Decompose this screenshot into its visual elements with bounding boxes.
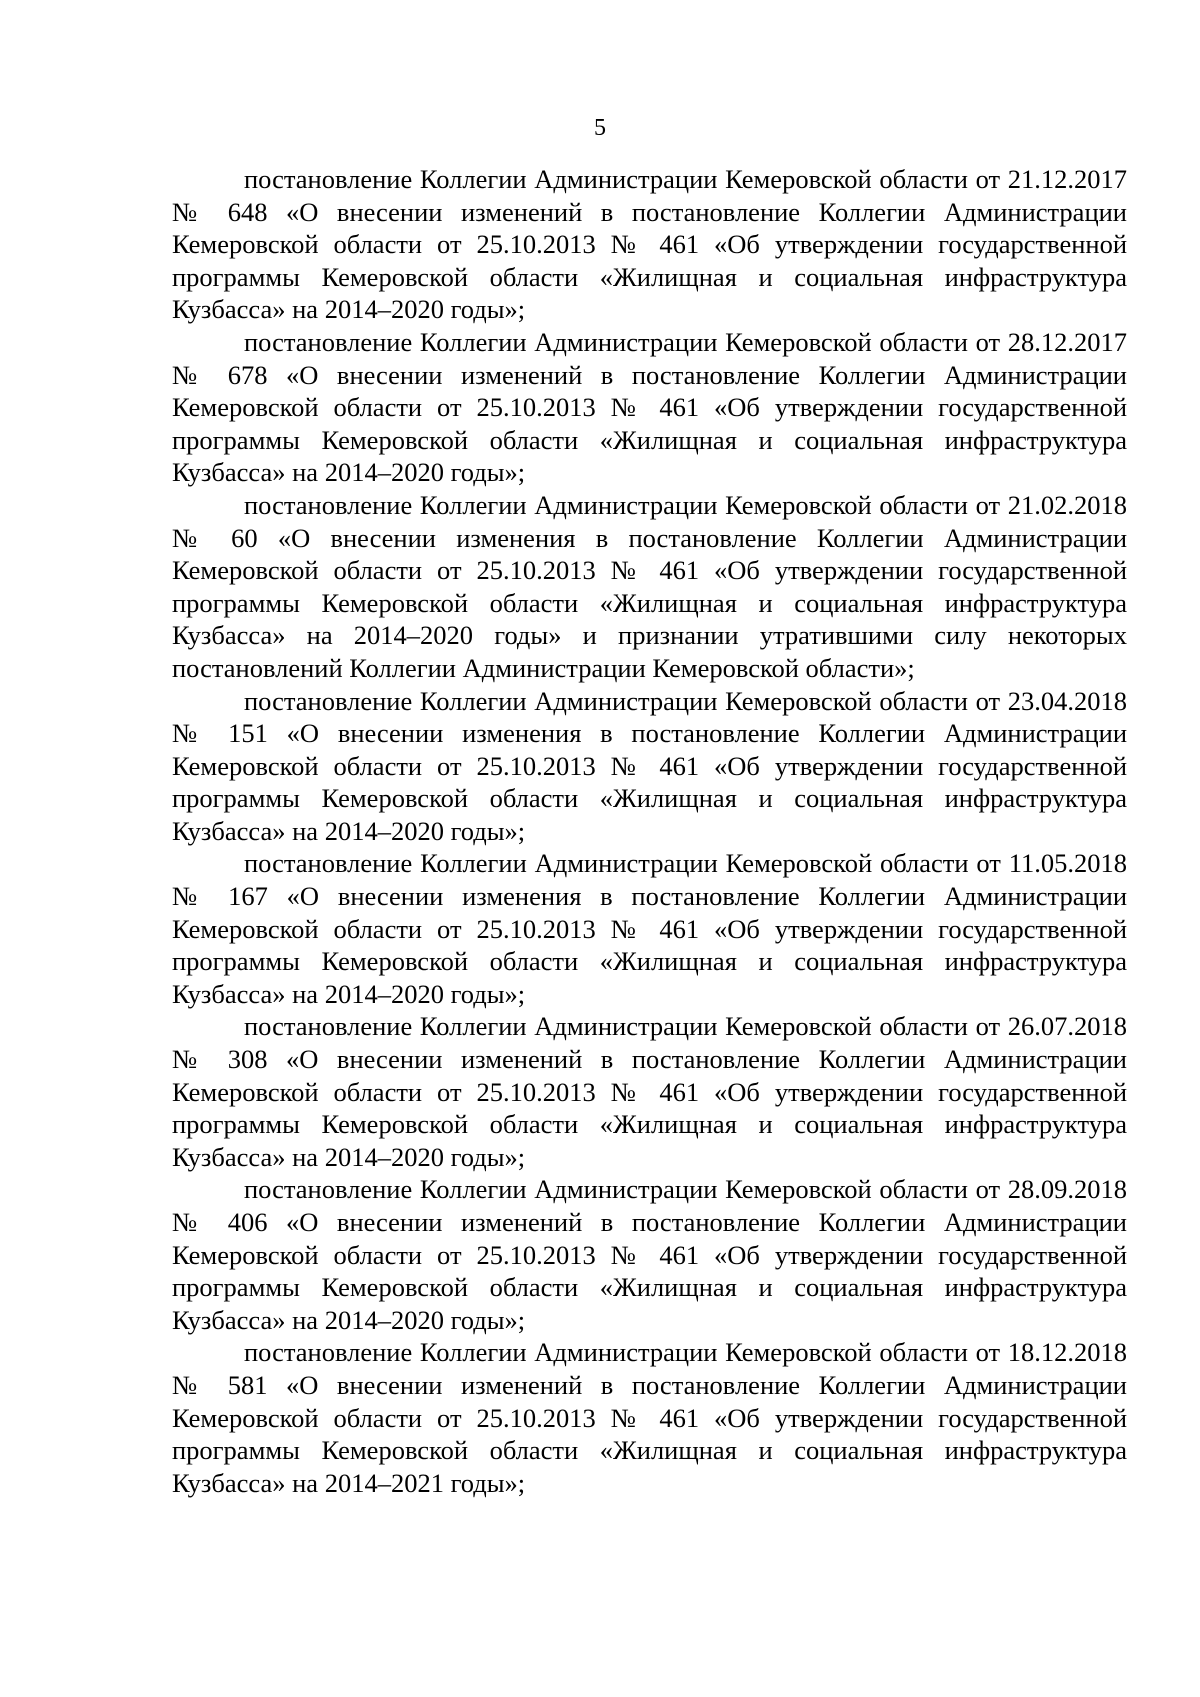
paragraph-resolution-648: постановление Коллегии Администрации Кемеровской области от 21.12.2017 № 648 «О внесении изменений в постановление Коллегии Администрации Кемеровской области от 25.10.2013 № 461 «Об утверждении государственной программы Кемеровской области «Жилищная и социальная инфраструктура Кузбасса» на 2014–2020 годы»; (172, 164, 1127, 325)
document-body (172, 163, 1127, 1499)
paragraph-resolution-60: постановление Коллегии Администрации Кемеровской области от 21.02.2018 № 60 «О внесении изменения в постановление Коллегии Администрации Кемеровской области от 25.10.2013 № 461 «Об утверждении государственной программы Кемеровской области «Жилищная и социальная инфраструктура Кузбасса» на 2014–2020 годы» и признании утратившими силу некоторых постановлений Коллегии Администрации Кемеровской области»; (172, 489, 1127, 683)
paragraph-resolution-406: постановление Коллегии Администрации Кемеровской области от 28.09.2018 № 406 «О внесении изменений в постановление Коллегии Администрации Кемеровской области от 25.10.2013 № 461 «Об утверждении государственной программы Кемеровской области «Жилищная и социальная инфраструктура Кузбасса» на 2014–2020 годы»; (172, 1174, 1127, 1335)
paragraph-resolution-151: постановление Коллегии Администрации Кемеровской области от 23.04.2018 № 151 «О внесении изменения в постановление Коллегии Администрации Кемеровской области от 25.10.2013 № 461 «Об утверждении государственной программы Кемеровской области «Жилищная и социальная инфраструктура Кузбасса» на 2014–2020 годы»; (172, 685, 1127, 846)
paragraph-resolution-581: постановление Коллегии Администрации Кемеровской области от 18.12.2018 № 581 «О внесении изменений в постановление Коллегии Администрации Кемеровской области от 25.10.2013 № 461 «Об утверждении государственной программы Кемеровской области «Жилищная и социальная инфраструктура Кузбасса» на 2014–2021 годы»; (172, 1337, 1127, 1498)
paragraph-resolution-167: постановление Коллегии Администрации Кемеровской области от 11.05.2018 № 167 «О внесении изменения в постановление Коллегии Администрации Кемеровской области от 25.10.2013 № 461 «Об утверждении государственной программы Кемеровской области «Жилищная и социальная инфраструктура Кузбасса» на 2014–2020 годы»; (172, 848, 1127, 1009)
paragraph-resolution-678: постановление Коллегии Администрации Кемеровской области от 28.12.2017 № 678 «О внесении изменений в постановление Коллегии Администрации Кемеровской области от 25.10.2013 № 461 «Об утверждении государственной программы Кемеровской области «Жилищная и социальная инфраструктура Кузбасса» на 2014–2020 годы»; (172, 326, 1127, 488)
paragraph-resolution-308: постановление Коллегии Администрации Кемеровской области от 26.07.2018 № 308 «О внесении изменений в постановление Коллегии Администрации Кемеровской области от 25.10.2013 № 461 «Об утверждении государственной программы Кемеровской области «Жилищная и социальная инфраструктура Кузбасса» на 2014–2020 годы»; (172, 1011, 1127, 1172)
page-number: 5 (594, 115, 606, 141)
